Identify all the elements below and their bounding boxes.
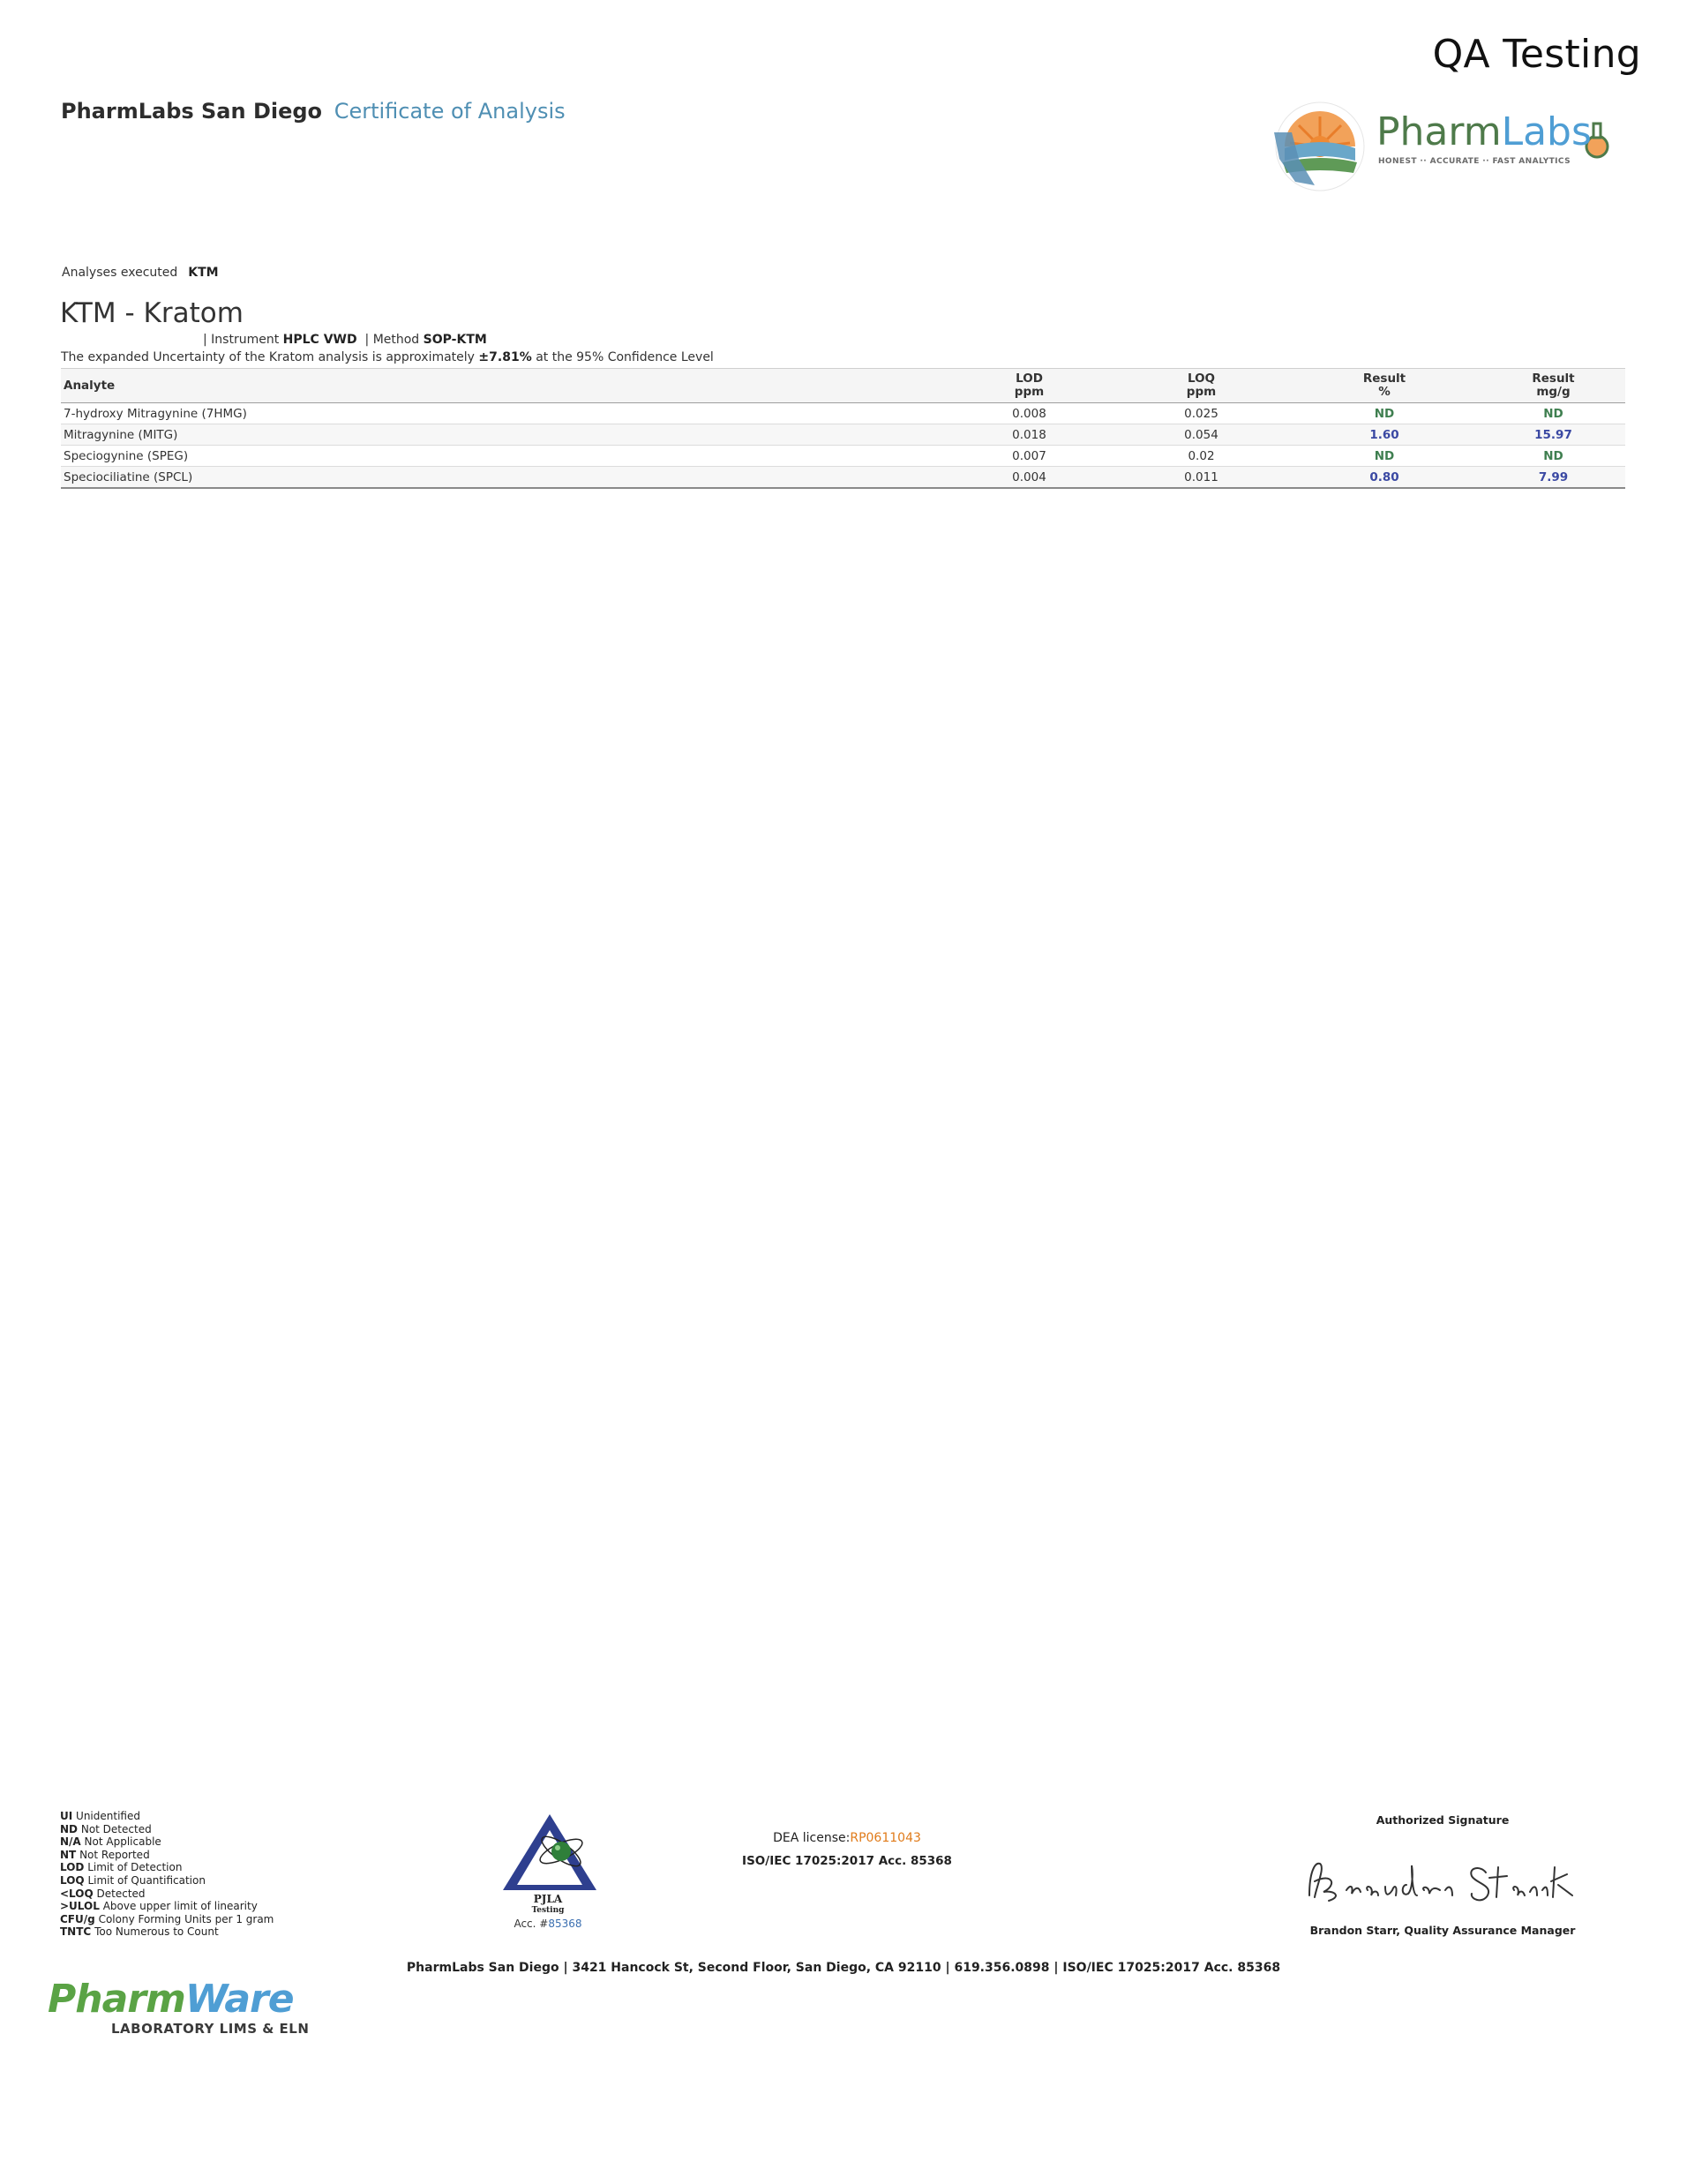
legend-item: TNTC Too Numerous to Count — [60, 1925, 219, 1939]
result-mg-cell: ND — [1481, 446, 1625, 467]
dea-license-number: RP0611043 — [850, 1831, 921, 1845]
table-row — [61, 446, 1625, 467]
uncertainty-statement: The expanded Uncertainty of the Kratom analysis is approximately ±7.81% at the 95% Confidence Level — [61, 350, 714, 364]
loq-cell: 0.02 — [1115, 446, 1287, 467]
method-value: SOP-KTM — [423, 333, 487, 347]
instrument-method-line: | Instrument HPLC VWD | Method SOP-KTM — [203, 333, 487, 347]
qa-testing-title: QA Testing — [1432, 32, 1641, 77]
result-mg-cell: ND — [1481, 403, 1625, 424]
authorized-signature-heading: Authorized Signature — [1376, 1813, 1510, 1827]
analyses-value: KTM — [188, 266, 219, 280]
loq-cell: 0.011 — [1115, 467, 1287, 489]
lod-cell: 0.018 — [943, 424, 1115, 446]
header-analyte: Analyte — [64, 378, 116, 393]
lab-name: PharmLabs San Diego — [61, 99, 323, 124]
header-result-mg: Result mg/g — [1532, 372, 1575, 399]
legend-item: CFU/g Colony Forming Units per 1 gram — [60, 1912, 274, 1925]
analyses-executed — [62, 266, 219, 280]
pharmlabs-wordmark: PharmLabs — [1376, 109, 1592, 154]
pjla-sub: Testing — [531, 1906, 565, 1915]
abbreviation-legend — [60, 1810, 274, 1939]
legend-item: ND Not Detected — [60, 1822, 152, 1835]
dea-license: DEA license:RP0611043 — [773, 1831, 921, 1845]
legend-item: LOQ Limit of Quantification — [60, 1873, 206, 1887]
pharmware-logo: PharmWare — [48, 1977, 294, 2022]
instrument-value: HPLC VWD — [282, 333, 357, 347]
section-title: KTM - Kratom — [60, 297, 244, 329]
analyte-cell: Mitragynine (MITG) — [61, 424, 943, 446]
handwritten-signature — [1297, 1846, 1588, 1917]
pjla-name: PJLA — [533, 1893, 563, 1905]
legend-item: >ULOL Above upper limit of linearity — [60, 1900, 258, 1913]
iso-accreditation: ISO/IEC 17025:2017 Acc. 85368 — [742, 1854, 952, 1868]
result-mg-cell: 7.99 — [1481, 467, 1625, 489]
legend-item: UI Unidentified — [60, 1810, 140, 1822]
loq-cell: 0.025 — [1115, 403, 1287, 424]
header-loq: LOQ ppm — [1186, 372, 1217, 399]
lab-address: PharmLabs San Diego | 3421 Hancock St, Second Floor, San Diego, CA 92110 | 619.356.0898 | ISO/IEC 17025:2017 Acc. 85368 — [406, 1961, 1281, 1975]
logo-tagline: HONEST ·· ACCURATE ·· FAST ANALYTICS — [1378, 157, 1571, 166]
lab-title-line — [61, 99, 566, 124]
pharmware-tagline: LABORATORY LIMS & ELN — [111, 2021, 310, 2037]
pjla-accreditation-number: Acc. #85368 — [514, 1918, 582, 1930]
legend-item: LOD Limit of Detection — [60, 1861, 183, 1874]
lod-cell: 0.004 — [943, 467, 1115, 489]
signer-name-title: Brandon Starr, Quality Assurance Manager — [1309, 1924, 1576, 1937]
result-pct-cell: ND — [1287, 403, 1481, 424]
table-row — [61, 467, 1625, 489]
lod-cell: 0.008 — [943, 403, 1115, 424]
table-row — [61, 424, 1625, 446]
legend-item: <LOQ Detected — [60, 1887, 146, 1900]
loq-cell: 0.054 — [1115, 424, 1287, 446]
analyte-cell: Speciociliatine (SPCL) — [61, 467, 943, 489]
uncertainty-value: ±7.81% — [478, 350, 532, 364]
legend-item: N/A Not Applicable — [60, 1835, 161, 1849]
lod-cell: 0.007 — [943, 446, 1115, 467]
result-pct-cell: ND — [1287, 446, 1481, 467]
header-result-pct: Result % — [1362, 372, 1406, 399]
analyses-label: Analyses executed — [62, 266, 178, 280]
result-pct-cell: 0.80 — [1287, 467, 1481, 489]
table-row — [61, 403, 1625, 424]
result-pct-cell: 1.60 — [1287, 424, 1481, 446]
result-mg-cell: 15.97 — [1481, 424, 1625, 446]
legend-item: NT Not Reported — [60, 1848, 150, 1861]
results-table — [61, 368, 1625, 489]
analyte-cell: Speciogynine (SPEG) — [61, 446, 943, 467]
analyte-cell: 7-hydroxy Mitragynine (7HMG) — [61, 403, 943, 424]
table-header-row — [61, 369, 1625, 403]
header-lod: LOD ppm — [1014, 372, 1045, 399]
document-type: Certificate of Analysis — [334, 99, 566, 124]
